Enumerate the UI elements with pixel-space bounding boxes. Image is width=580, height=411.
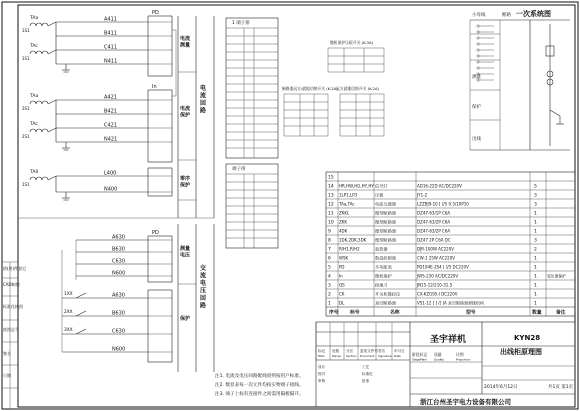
parts-cell-model: DZ47-63/1P C6A <box>417 210 451 216</box>
parts-cell-qty: 1 <box>534 274 537 280</box>
ct-lead <box>48 100 56 104</box>
title-block-cells <box>316 322 471 383</box>
parts-cell-model: CX-KZG95-I DC220V <box>417 291 458 297</box>
title-row-header-en: Date <box>394 354 401 358</box>
parts-cell-no: 14 <box>328 184 334 190</box>
title-row-header-en: Document <box>360 354 375 358</box>
title-stage-label: 阶段标记 <box>412 352 428 357</box>
ct-wire-label: C411 <box>104 44 118 51</box>
ct-wire-label: L400 <box>104 170 117 177</box>
ct-coil <box>36 101 42 104</box>
label-measure-sl: 测量 <box>472 75 481 80</box>
earth-switch <box>550 110 560 116</box>
switch-table-3 <box>336 86 384 136</box>
parts-header-cell: 备注 <box>556 310 566 316</box>
title-date: 2014年6月12日 <box>484 385 518 390</box>
title-block <box>316 322 575 407</box>
title-sign-label: 审核 <box>318 379 326 383</box>
switch-table-3-title: 远方就地切换开关 (K-2A) <box>336 86 380 91</box>
parts-cell-tag: QS <box>339 282 345 288</box>
ct-wire-label: N421 <box>104 136 118 143</box>
pd-voltage-label: PD <box>152 230 159 236</box>
parts-cell-qty: 3 <box>534 193 537 199</box>
parts-cell-note: 变压器保护 <box>547 273 566 279</box>
parts-cell-qty: 1 <box>534 229 537 235</box>
title-row-header: 签名 <box>378 349 386 353</box>
parts-cell-name: 电流互感器 <box>375 201 396 207</box>
vt-switch-label: 1XX <box>64 292 73 297</box>
ct-lead <box>48 128 56 132</box>
in-protection-box <box>148 90 172 162</box>
ct-wire-label: A421 <box>104 94 117 101</box>
ct-coil <box>42 23 48 26</box>
parts-cell-qty: 3 <box>534 238 537 244</box>
parts-cell-qty: 1 <box>534 256 537 262</box>
parts-cell-name: 微型断路器 <box>375 228 396 234</box>
in-protection-label: In <box>152 84 157 90</box>
label-zero-protect: 零序保护 <box>180 176 191 189</box>
title-cabinet: KYN28 <box>514 334 541 342</box>
parts-cell-model: DZ47-63/2P C6A <box>417 219 451 225</box>
switch-table-2 <box>282 86 338 136</box>
title-sign-label: 标准化 <box>362 372 373 376</box>
ct-coil <box>30 23 36 26</box>
title-stage-label: 质量 <box>434 352 442 357</box>
label-out-sl: 出线 <box>472 137 481 142</box>
title-company-full: 浙江台州圣宇电力设备有限公司 <box>420 398 511 406</box>
parts-cell-no: 4 <box>328 274 331 280</box>
parts-cell-tag: 4DK <box>339 228 348 234</box>
terminal-block-upper-title: 1 端子排 <box>232 21 250 26</box>
ct-wire-label: N400 <box>104 186 118 193</box>
parts-cell-qty: 1 <box>534 301 537 307</box>
terminal-block-lower-title: 端子排 <box>232 167 246 172</box>
single-line-diagram <box>470 9 570 150</box>
parts-cell-tag: R/H1,R/H2 <box>339 246 360 252</box>
parts-cell-model: JY1-2 <box>417 192 428 198</box>
parts-cell-tag: DL <box>339 300 345 306</box>
parts-cell-qty: 1 <box>534 220 537 226</box>
vt-wire-label: B630 <box>112 246 125 253</box>
parts-header-cell: 数量 <box>532 310 542 316</box>
ct-label: TA0 <box>30 170 39 175</box>
parts-cell-qty: 3 <box>534 202 537 208</box>
parts-cell-tag: 1DK,2DK,3DK <box>339 237 367 243</box>
parts-cell-name: 加热器 <box>375 246 388 252</box>
sidebar-label-sign: 签名 <box>3 351 11 356</box>
ct-id: 1S1 <box>22 56 30 61</box>
parts-cell-model: PD194E-2S4 [ ]/5 DC220V <box>417 264 469 270</box>
parts-cell-qty: 1 <box>534 292 537 298</box>
parts-cell-tag: TAa,TAc <box>339 201 355 207</box>
parts-cell-no: 10 <box>328 220 334 226</box>
parts-cell-name: 多功能表 <box>375 264 392 270</box>
ct-coil <box>30 129 36 132</box>
label-current-protect: 电流保护 <box>180 106 191 119</box>
vt-wire-label: B630 <box>112 310 125 317</box>
title-sign-label: 设计 <box>318 365 326 369</box>
parts-cell-tag: In <box>339 273 343 279</box>
outer-frame <box>2 2 578 409</box>
ct-id: 1S1 <box>22 182 30 187</box>
parts-cell-model: DZ47-63/2P C6A <box>417 228 451 234</box>
parts-cell-no: 8 <box>328 238 331 244</box>
vt-wire-label: N600 <box>112 346 126 353</box>
terminal-block-upper <box>226 18 278 158</box>
label-small-bus: 小母线 <box>472 13 486 18</box>
parts-header-cell: 标号 <box>350 310 360 316</box>
title-row-header: 标记 <box>318 349 326 353</box>
vt-wires <box>62 235 172 353</box>
parts-cell-model: JN15-12/210-31.5 <box>417 282 453 288</box>
ct-label: TAa <box>30 16 39 21</box>
parts-cell-model: VS1-12 [ ] /[ ]A 真空断路器弹操机构 <box>417 300 485 306</box>
parts-cell-model: DZ47 2P C6A DC <box>417 237 451 243</box>
parts-cell-tag: 1LP1,LP3 <box>339 192 358 198</box>
ct-id: 1S1 <box>22 28 30 33</box>
vt-wire-label: N600 <box>112 270 126 277</box>
vt-wire-label: A630 <box>112 234 125 241</box>
parts-cell-no: 6 <box>328 256 331 262</box>
ct-label: TAa <box>30 94 39 99</box>
parts-cell-name: 压板 <box>375 192 384 198</box>
current-circuit-section <box>18 10 214 218</box>
title-row-header: 年月日 <box>394 349 405 353</box>
switch-table-1-title: 微机保护压板开关 (K-3A) <box>330 40 374 45</box>
label-protect-sl: 保护 <box>472 105 481 110</box>
title-row-header: 分区 <box>346 349 354 353</box>
title-row-header: 更改文件号 <box>360 349 378 353</box>
title-row-header-en: Signature <box>378 354 392 358</box>
sidebar-label-drawn: 标准化核图 <box>3 304 23 309</box>
parts-cell-no: 1 <box>328 301 331 307</box>
switch-table-1 <box>328 40 384 72</box>
left-sidebar <box>2 262 26 409</box>
ct-coil <box>42 101 48 104</box>
pd-meter-box <box>148 16 172 76</box>
terminal-rows <box>226 28 278 248</box>
parts-header-cell: 名称 <box>390 310 400 316</box>
parts-cell-name: 开关柜操控仪 <box>375 291 401 297</box>
label-measure-voltage: 测量电压 <box>180 246 191 259</box>
ct-coil <box>36 23 42 26</box>
parts-cell-qty: 1 <box>534 211 537 217</box>
parts-cell-no: 3 <box>328 283 331 289</box>
note-3: 注3. 端子上标有连接件之间需用隔板隔开。 <box>215 392 304 397</box>
ct-coil <box>42 129 48 132</box>
parts-cell-qty: 1 <box>534 265 537 271</box>
label-current-circuit: 电流回路 <box>200 85 207 115</box>
parts-cell-model: DJR-100W AC220V <box>417 246 455 252</box>
parts-cell-name: 真空断路器 <box>375 300 396 306</box>
ct-coil <box>42 51 48 54</box>
pd-voltage-box <box>148 236 172 282</box>
parts-cell-model: JWS-230 AC/DC220V <box>417 273 459 279</box>
ct-coil <box>36 129 42 132</box>
title-sign-label: 批准 <box>362 379 370 383</box>
parts-cell-no: 7 <box>328 247 331 253</box>
ct-lead <box>48 22 56 26</box>
label-terminal: 断路 <box>502 13 511 18</box>
vt-wire-label: A630 <box>112 292 125 299</box>
title-row-header: 处数 <box>332 349 340 353</box>
ct-label: TAc <box>30 122 38 127</box>
parts-cell-model: CW-1 25W AC220V <box>417 255 455 261</box>
ct-loop <box>172 30 176 96</box>
parts-header-cell: 型号 <box>466 310 476 316</box>
title-drawing-name: 出线柜原理图 <box>500 348 542 356</box>
sidebar-label-cad: CAD制图 <box>3 282 20 287</box>
parts-cell-tag: WSK <box>339 255 349 261</box>
title-stage-label: 比例 <box>456 352 464 357</box>
parts-cell-name: 微型断路器 <box>375 219 396 225</box>
pd-meter-label: PD <box>152 10 159 16</box>
parts-header-cell: 序号 <box>329 310 339 316</box>
title-sign-label: 工艺 <box>362 365 370 369</box>
single-line-title: 一次系统图 <box>516 10 551 18</box>
vt-switch-label: 2XX <box>64 310 73 315</box>
parts-cell-name: 微型断路器 <box>375 210 396 216</box>
sidebar-label-base: 底图总号 <box>3 327 19 332</box>
parts-cell-no: 9 <box>328 229 331 235</box>
parts-cell-no: 13 <box>328 193 334 199</box>
label-current-measure: 电流测量 <box>180 36 191 49</box>
ct-coil <box>30 177 36 180</box>
vt-wire-label: C630 <box>112 258 126 265</box>
note-2: 注2. 数显表每一次元件均按实物端子接线。 <box>215 383 304 388</box>
parts-table <box>326 172 575 316</box>
title-row-header-en: Mark <box>318 354 325 358</box>
ct-wire-label: C421 <box>104 122 118 129</box>
parts-cell-no: 11 <box>328 211 334 217</box>
ct-wire-label: N411 <box>104 58 118 65</box>
vt-wire-label: C630 <box>112 328 126 335</box>
parts-cell-qty: 1 <box>534 283 537 289</box>
parts-cell-no: 12 <box>328 202 334 208</box>
notes <box>215 372 304 397</box>
parts-cell-no: 15 <box>328 175 334 181</box>
sidebar-label-date: 日期 <box>3 373 11 378</box>
vt-switch-contact <box>76 293 86 298</box>
title-page: 共1页 第1页 <box>548 385 574 390</box>
parts-cell-no: 2 <box>328 292 331 298</box>
ct-coil <box>30 51 36 54</box>
ct-coil <box>42 177 48 180</box>
label-voltage-circuit: 交流电压回路 <box>200 265 207 310</box>
ct-wire-label: A411 <box>104 16 117 23</box>
parts-cell-tag: PD <box>339 264 345 270</box>
ct-id: 2S1 <box>22 106 30 111</box>
title-company-center: 圣宇祥机 <box>430 335 467 345</box>
vt-switch-label: 3XX <box>64 328 73 333</box>
title-stage-label-en: StageMark <box>412 357 427 362</box>
parts-cell-qty: 2 <box>534 247 537 253</box>
voltage-circuit-section <box>62 224 214 372</box>
ct-wire-label: B411 <box>104 30 117 37</box>
parts-cell-name: 信号灯 <box>375 183 388 189</box>
title-row-header-en: Places <box>332 354 341 358</box>
ct-wire-label: B421 <box>104 108 117 115</box>
vt-switch-contact <box>76 311 86 316</box>
ct-label: TAc <box>30 44 38 49</box>
bus-marks <box>477 25 494 81</box>
parts-cell-model: AD16-22D AC/DC220V <box>417 183 462 189</box>
parts-cell-tag: ZKK <box>339 219 347 225</box>
parts-cell-tag: HR,HW,HG,HY,HY <box>339 183 374 189</box>
ct-lead <box>48 176 56 180</box>
title-stage-label-en: Quality <box>434 357 444 362</box>
ct-coil <box>36 51 42 54</box>
inner-frame <box>18 5 575 407</box>
ct-coil <box>30 101 36 104</box>
ct-coil <box>36 177 42 180</box>
note-1: 注1. 电流及电压回路配线原则按用户标准。 <box>215 374 304 379</box>
title-sign-label: 校对 <box>318 372 326 376</box>
ct-wires <box>22 15 176 200</box>
ct-id: 2S1 <box>22 134 30 139</box>
parts-cell-tag: ZKKL <box>339 210 350 216</box>
label-voltage-protect: 保护 <box>180 316 191 322</box>
parts-cell-name: 微型断路器 <box>375 237 396 243</box>
ct-lead <box>48 50 56 54</box>
title-stage-label-en: Proportion <box>456 357 471 362</box>
sidebar-label-old: 借(用)件登记 <box>3 266 27 271</box>
parts-cell-name: 数湿控制器 <box>375 255 396 261</box>
parts-cell-model: LZZBJ9-10 [ ]/5 0.5/10P10 <box>417 201 469 207</box>
parts-cell-name: 微机保护 <box>375 273 392 279</box>
switch-table-2-title: 断路器远方/就地切换开关 (K-2A) <box>282 86 338 91</box>
terminal-tables <box>226 18 384 248</box>
parts-cell-name: 接地刀 <box>375 282 388 288</box>
vt-switch-contact <box>76 329 86 334</box>
title-row-header-en: Section <box>346 354 357 358</box>
parts-cell-no: 5 <box>328 265 331 271</box>
in-voltage-box <box>148 290 172 362</box>
parts-cell-tag: CK <box>339 291 345 297</box>
parts-cell-qty: 5 <box>534 184 537 190</box>
